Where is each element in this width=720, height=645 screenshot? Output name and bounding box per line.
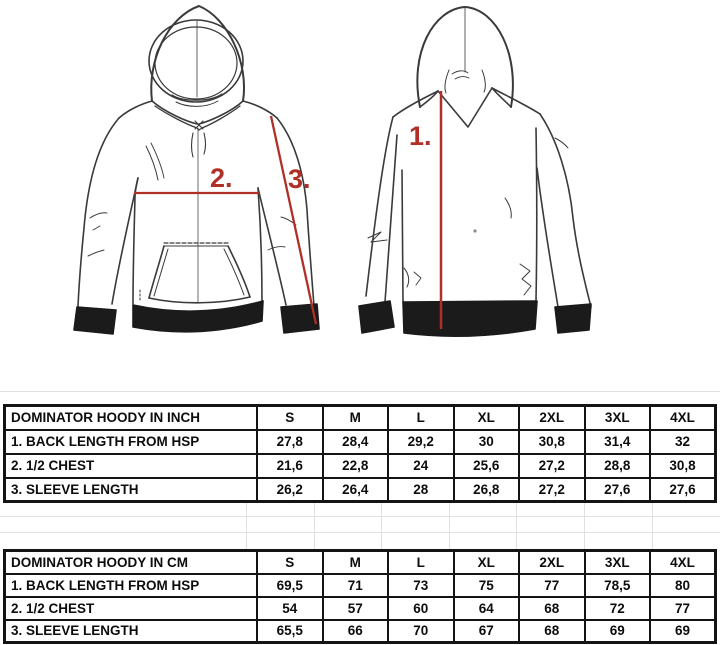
size-chart-inch-table: [3, 404, 717, 503]
measurement-value-cell: 72: [585, 597, 651, 620]
measurement-value-cell: 21,6: [257, 454, 323, 478]
measurement-value-cell: 54: [257, 597, 323, 620]
back-hoodie-illustration: [359, 7, 591, 336]
gridline: [652, 500, 653, 549]
table-title-cell: DOMINATOR HOODY IN CM: [5, 551, 258, 574]
measurement-value-cell: 80: [650, 574, 716, 597]
size-header-cell: 4XL: [650, 551, 716, 574]
measurement-row: [5, 430, 716, 454]
measurement-value-cell: 64: [454, 597, 520, 620]
sleeve-length-callout-label: 3.: [288, 164, 311, 194]
measurement-value-cell: 24: [388, 454, 454, 478]
size-header-cell: M: [323, 551, 389, 574]
measurement-value-cell: 30,8: [650, 454, 716, 478]
measurement-value-cell: 70: [388, 620, 454, 643]
measurement-value-cell: 75: [454, 574, 520, 597]
size-header-cell: L: [388, 551, 454, 574]
header-row: [5, 406, 716, 430]
measurement-value-cell: 27,2: [519, 478, 585, 502]
table-title-cell: DOMINATOR HOODY IN INCH: [5, 406, 258, 430]
measurement-value-cell: 77: [650, 597, 716, 620]
measurement-value-cell: 26,8: [454, 478, 520, 502]
measurement-value-cell: 65,5: [257, 620, 323, 643]
size-header-cell: M: [323, 406, 389, 430]
gridline: [584, 500, 585, 549]
gridline: [381, 500, 382, 549]
measurement-value-cell: 30,8: [519, 430, 585, 454]
size-chart-cm-table: [3, 549, 717, 644]
measurement-value-cell: 31,4: [585, 430, 651, 454]
size-header-cell: 3XL: [585, 406, 651, 430]
size-header-cell: 4XL: [650, 406, 716, 430]
measurement-value-cell: 22,8: [323, 454, 389, 478]
measurement-value-cell: 28,4: [323, 430, 389, 454]
gridline: [0, 516, 720, 517]
gridline: [516, 500, 517, 549]
measurement-label-cell: 1. BACK LENGTH FROM HSP: [5, 574, 258, 597]
measurement-value-cell: 28: [388, 478, 454, 502]
size-header-cell: XL: [454, 551, 520, 574]
back-length-callout-label: 1.: [409, 121, 432, 151]
measurement-value-cell: 73: [388, 574, 454, 597]
size-header-cell: XL: [454, 406, 520, 430]
measurement-value-cell: 30: [454, 430, 520, 454]
measurement-row: [5, 454, 716, 478]
measurement-value-cell: 60: [388, 597, 454, 620]
measurement-row: [5, 478, 716, 502]
measurement-label-cell: 3. SLEEVE LENGTH: [5, 620, 258, 643]
measurement-value-cell: 69: [650, 620, 716, 643]
gridline: [0, 391, 720, 392]
measurement-value-cell: 27,2: [519, 454, 585, 478]
header-row: [5, 551, 716, 574]
measurement-value-cell: 29,2: [388, 430, 454, 454]
measurement-value-cell: 27,6: [650, 478, 716, 502]
measurement-row: [5, 620, 716, 643]
measurement-label-cell: 2. 1/2 CHEST: [5, 597, 258, 620]
gridline: [0, 532, 720, 533]
size-header-cell: 3XL: [585, 551, 651, 574]
half-chest-callout-label: 2.: [210, 163, 233, 193]
measurement-value-cell: 78,5: [585, 574, 651, 597]
measurement-value-cell: 26,4: [323, 478, 389, 502]
measurement-value-cell: 68: [519, 597, 585, 620]
measurement-value-cell: 66: [323, 620, 389, 643]
measurement-value-cell: 32: [650, 430, 716, 454]
measurement-value-cell: 69,5: [257, 574, 323, 597]
size-header-cell: 2XL: [519, 551, 585, 574]
gridline: [246, 500, 247, 549]
size-header-cell: L: [388, 406, 454, 430]
measurement-row: [5, 597, 716, 620]
size-header-cell: S: [257, 406, 323, 430]
measurement-row: [5, 574, 716, 597]
size-header-cell: S: [257, 551, 323, 574]
measurement-value-cell: 68: [519, 620, 585, 643]
gridline: [449, 500, 450, 549]
measurement-value-cell: 57: [323, 597, 389, 620]
measurement-label-cell: 2. 1/2 CHEST: [5, 454, 258, 478]
measurement-value-cell: 77: [519, 574, 585, 597]
measurement-value-cell: 67: [454, 620, 520, 643]
size-header-cell: 2XL: [519, 406, 585, 430]
measurement-label-cell: 3. SLEEVE LENGTH: [5, 478, 258, 502]
measurement-value-cell: 28,8: [585, 454, 651, 478]
measurement-label-cell: 1. BACK LENGTH FROM HSP: [5, 430, 258, 454]
measurement-value-cell: 27,6: [585, 478, 651, 502]
measurement-value-cell: 25,6: [454, 454, 520, 478]
measurement-value-cell: 26,2: [257, 478, 323, 502]
measurement-value-cell: 27,8: [257, 430, 323, 454]
measurement-value-cell: 71: [323, 574, 389, 597]
gridline: [314, 500, 315, 549]
measurement-value-cell: 69: [585, 620, 651, 643]
